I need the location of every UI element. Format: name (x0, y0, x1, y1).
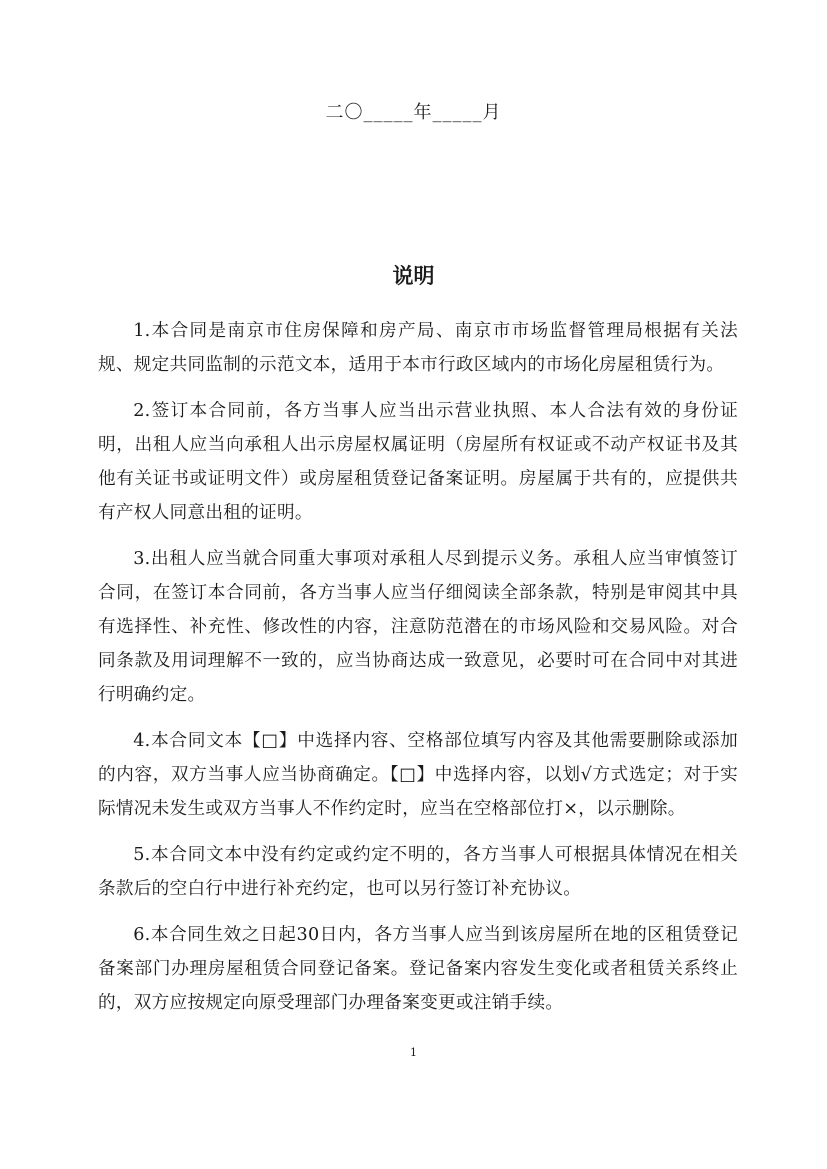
instruction-paragraph-1: 1.本合同是南京市住房保障和房产局、南京市市场监督管理局根据有关法规、规定共同监制的示范文本，适用于本市行政区域内的市场化房屋租赁行为。 (98, 321, 738, 375)
instruction-paragraph-3: 3.出租人应当就合同重大事项对承租人尽到提示义务。承租人应当审慎签订合同，在签订本合同前，各方当事人应当仔细阅读全部条款，特别是审阅其中具有选择性、补充性、修改性的内容，注意防范潜在的市场风险和交易风险。对合同条款及用词理解不一致的，应当协商达成一致意见，必要时可在合同中对其进行明确约定。 (98, 549, 738, 705)
instruction-paragraph-2: 2.签订本合同前，各方当事人应当出示营业执照、本人合法有效的身份证明，出租人应当向承租人出示房屋权属证明（房屋所有权证或不动产权证书及其他有关证书或证明文件）或房屋租赁登记备案证明。房屋属于共有的，应提供共有产权人同意出租的证明。 (98, 401, 738, 523)
instructions-body (98, 314, 738, 1032)
instruction-paragraph-4: 4.本合同文本【□】中选择内容、空格部位填写内容及其他需要删除或添加的内容，双方当事人应当协商确定。【□】中选择内容，以划√方式选定；对于实际情况未发生或双方当事人不作约定时，应当在空格部位打×，以示删除。 (98, 731, 738, 819)
section-title: 说明 (392, 264, 435, 288)
instruction-paragraph-5: 5.本合同文本中没有约定或约定不明的，各方当事人可根据具体情况在相关条款后的空白行中进行补充约定，也可以另行签订补充协议。 (98, 845, 738, 899)
instruction-paragraph-6: 6.本合同生效之日起30日内，各方当事人应当到该房屋所在地的区租赁登记备案部门办理房屋租赁合同登记备案。登记备案内容发生变化或者租赁关系终止的，双方应按规定向原受理部门办理备案变更或注销手续。 (98, 925, 738, 1013)
page-number: 1 (410, 1046, 417, 1059)
date-line: 二〇_____年_____月 (325, 102, 502, 123)
